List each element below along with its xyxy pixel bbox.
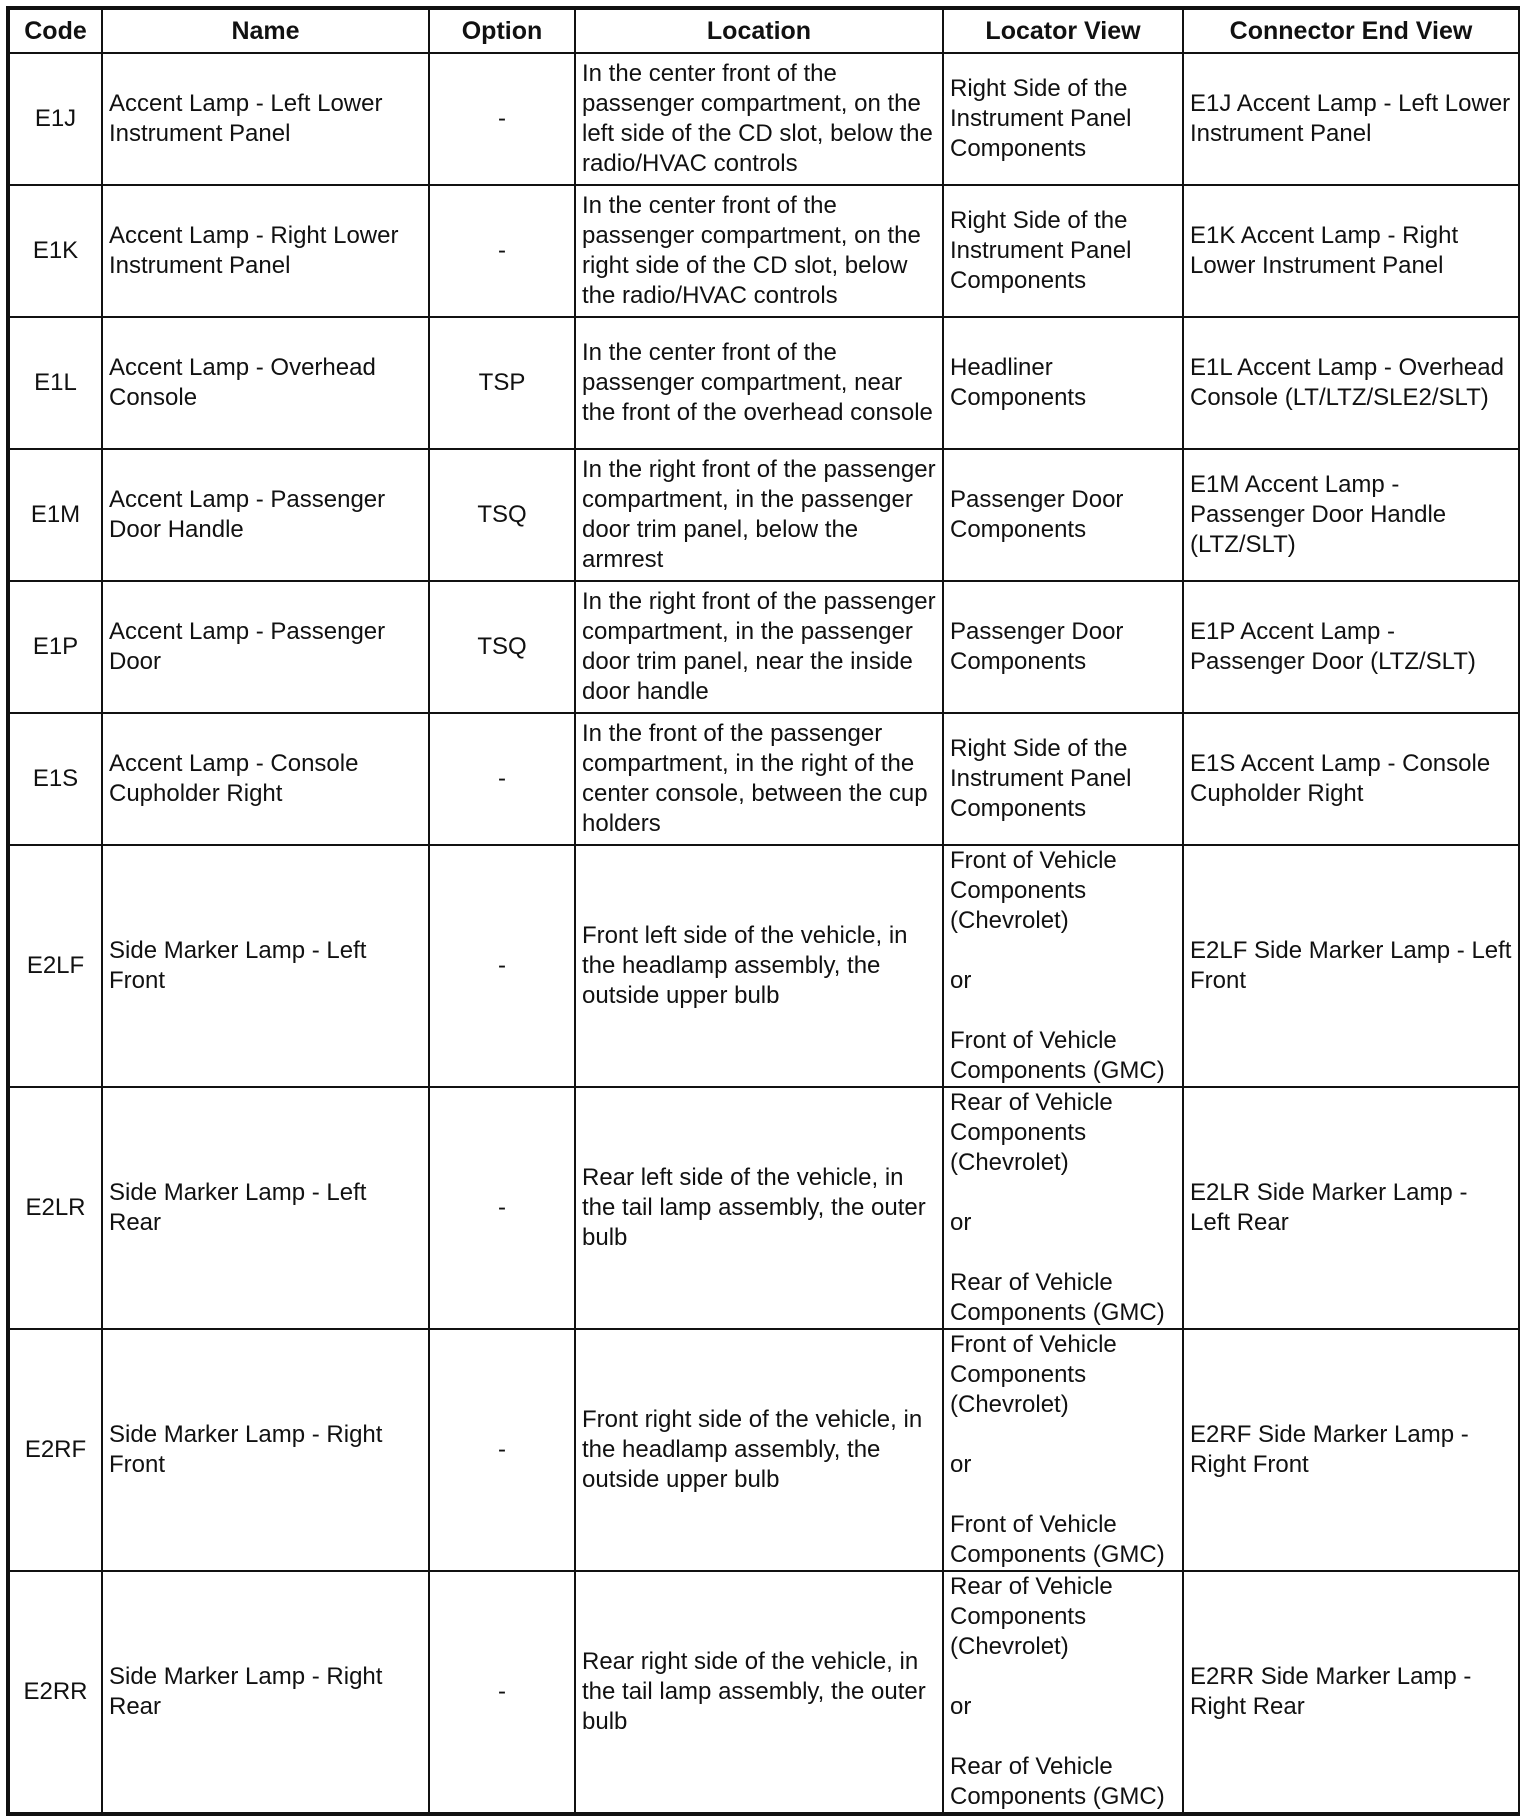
- cell-code: E2RR: [8, 1571, 102, 1814]
- cell-connector-end-view: E1L Accent Lamp - Overhead Console (LT/LTZ/SLE2/SLT): [1183, 317, 1520, 449]
- cell-code: E1L: [8, 317, 102, 449]
- cell-code: E2LR: [8, 1087, 102, 1329]
- cell-option: TSP: [429, 317, 575, 449]
- cell-connector-end-view: E1S Accent Lamp - Console Cupholder Right: [1183, 713, 1520, 845]
- table-row: [8, 1087, 1520, 1329]
- table-row: [8, 845, 1520, 1087]
- cell-option: -: [429, 845, 575, 1087]
- cell-locator-view: Headliner Components: [943, 317, 1183, 449]
- cell-locator-view: Right Side of the Instrument Panel Components: [943, 185, 1183, 317]
- cell-locator-view: Right Side of the Instrument Panel Components: [943, 53, 1183, 185]
- cell-code: E1J: [8, 53, 102, 185]
- cell-name: Accent Lamp - Passenger Door Handle: [102, 449, 429, 581]
- cell-name: Accent Lamp - Overhead Console: [102, 317, 429, 449]
- table-row: [8, 1571, 1520, 1814]
- header-connector-end-view: Connector End View: [1183, 8, 1520, 53]
- cell-code: E1M: [8, 449, 102, 581]
- cell-location: Front left side of the vehicle, in the headlamp assembly, the outside upper bulb: [575, 845, 943, 1087]
- cell-locator-view: Rear of Vehicle Components (Chevrolet) or Rear of Vehicle Components (GMC): [943, 1087, 1183, 1329]
- cell-name: Accent Lamp - Console Cupholder Right: [102, 713, 429, 845]
- cell-code: E1P: [8, 581, 102, 713]
- cell-location: Rear right side of the vehicle, in the tail lamp assembly, the outer bulb: [575, 1571, 943, 1814]
- cell-location: Front right side of the vehicle, in the headlamp assembly, the outside upper bulb: [575, 1329, 943, 1571]
- cell-connector-end-view: E2RR Side Marker Lamp - Right Rear: [1183, 1571, 1520, 1814]
- cell-connector-end-view: E2LF Side Marker Lamp - Left Front: [1183, 845, 1520, 1087]
- cell-name: Accent Lamp - Left Lower Instrument Panel: [102, 53, 429, 185]
- header-location: Location: [575, 8, 943, 53]
- cell-name: Side Marker Lamp - Left Rear: [102, 1087, 429, 1329]
- cell-locator-view: Front of Vehicle Components (Chevrolet) or Front of Vehicle Components (GMC): [943, 845, 1183, 1087]
- table-row: [8, 581, 1520, 713]
- table-row: [8, 713, 1520, 845]
- header-locator-view: Locator View: [943, 8, 1183, 53]
- cell-option: TSQ: [429, 581, 575, 713]
- cell-locator-view: Rear of Vehicle Components (Chevrolet) or Rear of Vehicle Components (GMC): [943, 1571, 1183, 1814]
- cell-option: -: [429, 1087, 575, 1329]
- cell-locator-view: Passenger Door Components: [943, 581, 1183, 713]
- cell-connector-end-view: E1K Accent Lamp - Right Lower Instrument Panel: [1183, 185, 1520, 317]
- cell-connector-end-view: E2RF Side Marker Lamp - Right Front: [1183, 1329, 1520, 1571]
- cell-location: In the center front of the passenger compartment, near the front of the overhead console: [575, 317, 943, 449]
- cell-option: -: [429, 713, 575, 845]
- header-name: Name: [102, 8, 429, 53]
- cell-locator-view: Front of Vehicle Components (Chevrolet) or Front of Vehicle Components (GMC): [943, 1329, 1183, 1571]
- cell-option: -: [429, 185, 575, 317]
- cell-connector-end-view: E1M Accent Lamp - Passenger Door Handle (LTZ/SLT): [1183, 449, 1520, 581]
- cell-option: TSQ: [429, 449, 575, 581]
- cell-location: In the right front of the passenger compartment, in the passenger door trim panel, near the inside door handle: [575, 581, 943, 713]
- table-row: [8, 185, 1520, 317]
- cell-locator-view: Passenger Door Components: [943, 449, 1183, 581]
- cell-location: In the right front of the passenger compartment, in the passenger door trim panel, below the armrest: [575, 449, 943, 581]
- cell-name: Side Marker Lamp - Right Rear: [102, 1571, 429, 1814]
- table-row: [8, 53, 1520, 185]
- cell-connector-end-view: E1P Accent Lamp - Passenger Door (LTZ/SLT): [1183, 581, 1520, 713]
- cell-locator-view: Right Side of the Instrument Panel Components: [943, 713, 1183, 845]
- cell-option: -: [429, 1329, 575, 1571]
- table-row: [8, 449, 1520, 581]
- cell-option: -: [429, 53, 575, 185]
- table-row: [8, 317, 1520, 449]
- cell-name: Accent Lamp - Right Lower Instrument Panel: [102, 185, 429, 317]
- component-locator-table: [6, 6, 1520, 1816]
- cell-code: E2LF: [8, 845, 102, 1087]
- cell-code: E1S: [8, 713, 102, 845]
- cell-location: Rear left side of the vehicle, in the tail lamp assembly, the outer bulb: [575, 1087, 943, 1329]
- cell-name: Side Marker Lamp - Left Front: [102, 845, 429, 1087]
- cell-option: -: [429, 1571, 575, 1814]
- cell-location: In the center front of the passenger compartment, on the right side of the CD slot, below the radio/HVAC controls: [575, 185, 943, 317]
- cell-connector-end-view: E2LR Side Marker Lamp - Left Rear: [1183, 1087, 1520, 1329]
- header-code: Code: [8, 8, 102, 53]
- cell-connector-end-view: E1J Accent Lamp - Left Lower Instrument Panel: [1183, 53, 1520, 185]
- cell-code: E2RF: [8, 1329, 102, 1571]
- cell-location: In the front of the passenger compartment, in the right of the center console, between the cup holders: [575, 713, 943, 845]
- cell-name: Side Marker Lamp - Right Front: [102, 1329, 429, 1571]
- cell-code: E1K: [8, 185, 102, 317]
- cell-name: Accent Lamp - Passenger Door: [102, 581, 429, 713]
- table-row: [8, 1329, 1520, 1571]
- header-row: [8, 8, 1520, 53]
- cell-location: In the center front of the passenger compartment, on the left side of the CD slot, below the radio/HVAC controls: [575, 53, 943, 185]
- header-option: Option: [429, 8, 575, 53]
